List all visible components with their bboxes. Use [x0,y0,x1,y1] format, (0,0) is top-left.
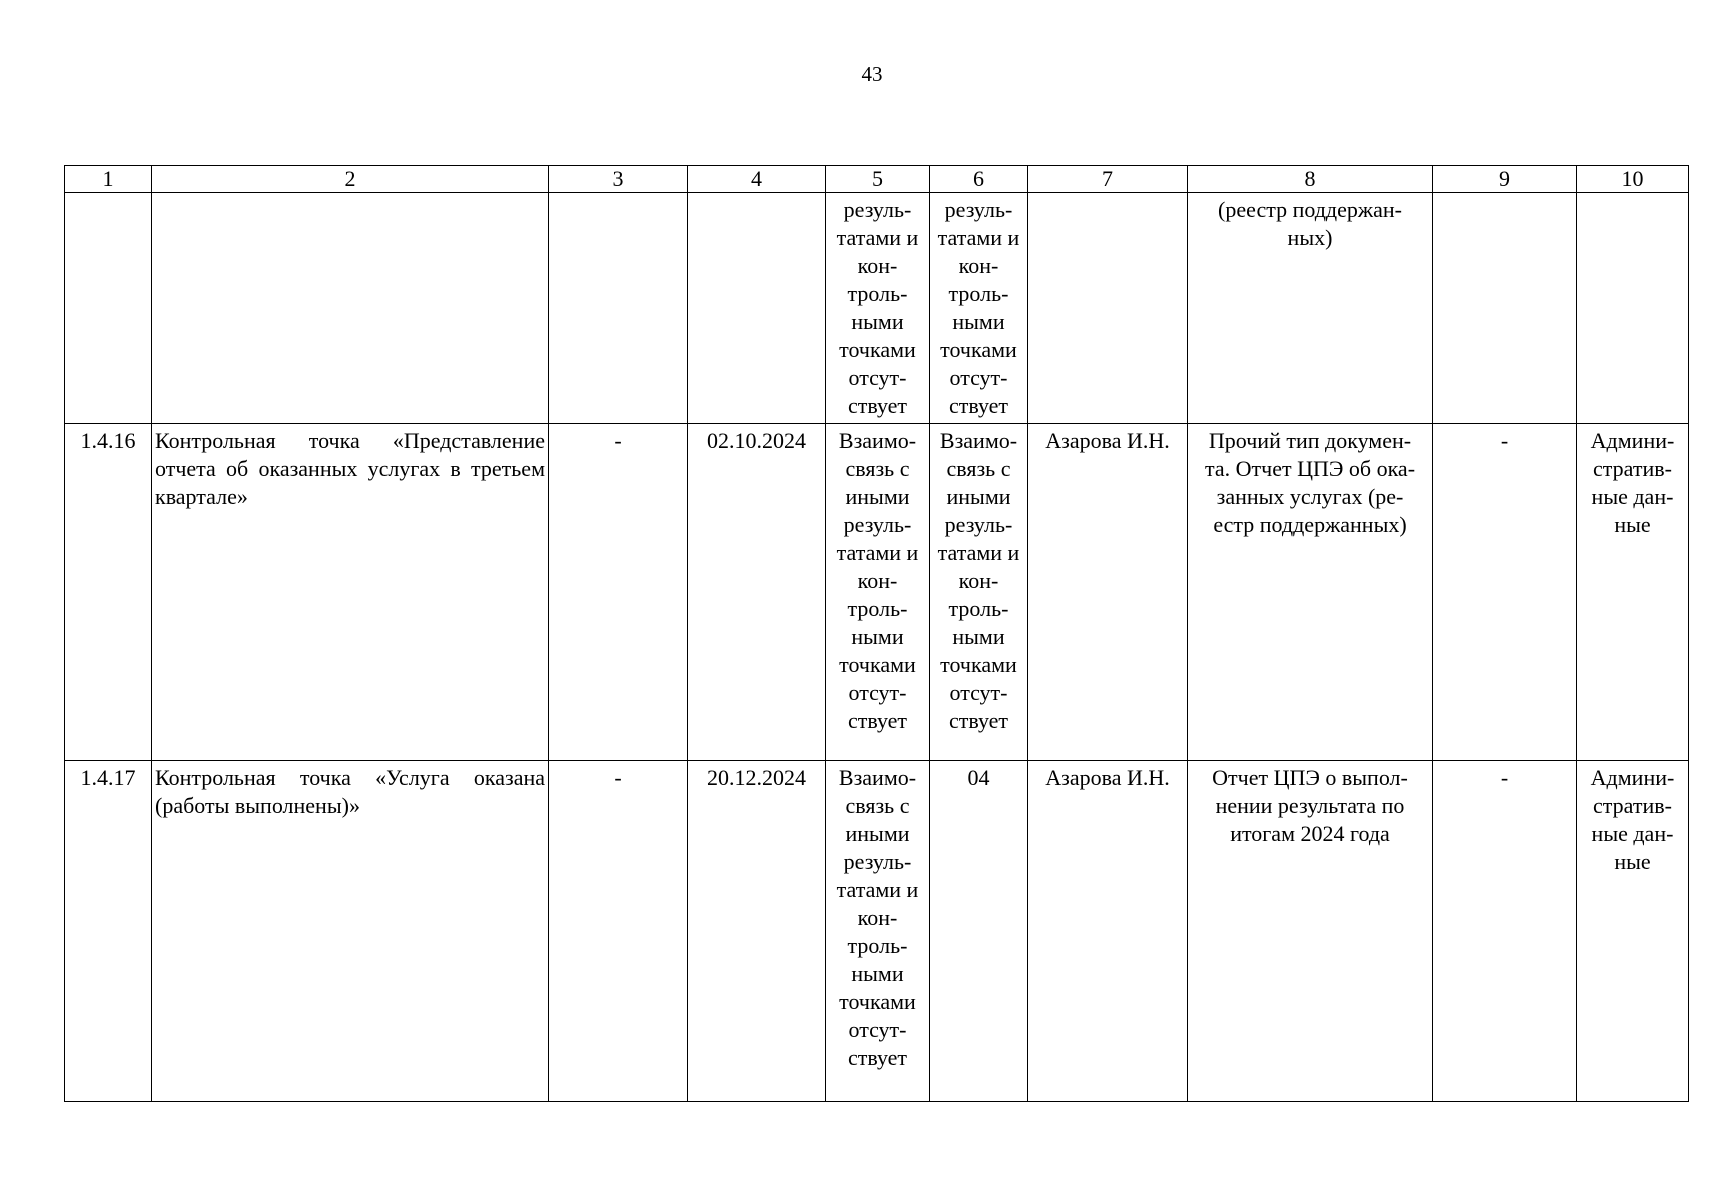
column-header: 6 [930,166,1028,193]
table-row [65,193,1689,424]
cell-number: 1.4.16 [65,424,152,761]
column-header: 1 [65,166,152,193]
column-header: 10 [1577,166,1689,193]
cell-responsible: Азарова И.Н. [1028,424,1188,761]
cell-date: 02.10.2024 [688,424,826,761]
table-row [65,424,1689,761]
cell-name: Контрольная точка «Услуга оказана (работы выполнены)» [152,761,549,1102]
column-header: 7 [1028,166,1188,193]
cell-document: (реестр поддержан- ных) [1188,193,1433,424]
header-row [65,166,1689,193]
column-header: 5 [826,166,930,193]
cell-source: Админи- стратив- ные дан- ные [1577,424,1689,761]
cell-date [688,193,826,424]
cell-number: 1.4.17 [65,761,152,1102]
cell-col5: Взаимо- связь с иными резуль- татами и кон- троль- ными точками отсут- ствует [826,424,930,761]
page-number: 43 [861,62,883,86]
cell-source [1577,193,1689,424]
column-header: 9 [1433,166,1577,193]
cell-col9: - [1433,761,1577,1102]
cell-name: Контрольная точка «Представление отчета об оказанных услугах в третьем квартале» [152,424,549,761]
cell-col3: - [549,761,688,1102]
cell-col6: резуль- татами и кон- троль- ными точками отсут- ствует [930,193,1028,424]
cell-col3 [549,193,688,424]
cell-col5: резуль- татами и кон- троль- ными точками отсут- ствует [826,193,930,424]
column-header: 3 [549,166,688,193]
cell-source: Админи- стратив- ные дан- ные [1577,761,1689,1102]
cell-col5: Взаимо- связь с иными резуль- татами и кон- троль- ными точками отсут- ствует [826,761,930,1102]
cell-col9: - [1433,424,1577,761]
cell-responsible [1028,193,1188,424]
column-header: 8 [1188,166,1433,193]
cell-col6: 04 [930,761,1028,1102]
cell-date: 20.12.2024 [688,761,826,1102]
cell-number [65,193,152,424]
cell-responsible: Азарова И.Н. [1028,761,1188,1102]
column-header: 4 [688,166,826,193]
cell-document: Отчет ЦПЭ о выпол- нении результата по итогам 2024 года [1188,761,1433,1102]
cell-col3: - [549,424,688,761]
column-header: 2 [152,166,549,193]
cell-document: Прочий тип докумен- та. Отчет ЦПЭ об ока- занных услугах (ре- естр поддержанных) [1188,424,1433,761]
table-row [65,761,1689,1102]
cell-name [152,193,549,424]
cell-col9 [1433,193,1577,424]
cell-col6: Взаимо- связь с иными резуль- татами и кон- троль- ными точками отсут- ствует [930,424,1028,761]
control-points-table [64,165,1689,1102]
